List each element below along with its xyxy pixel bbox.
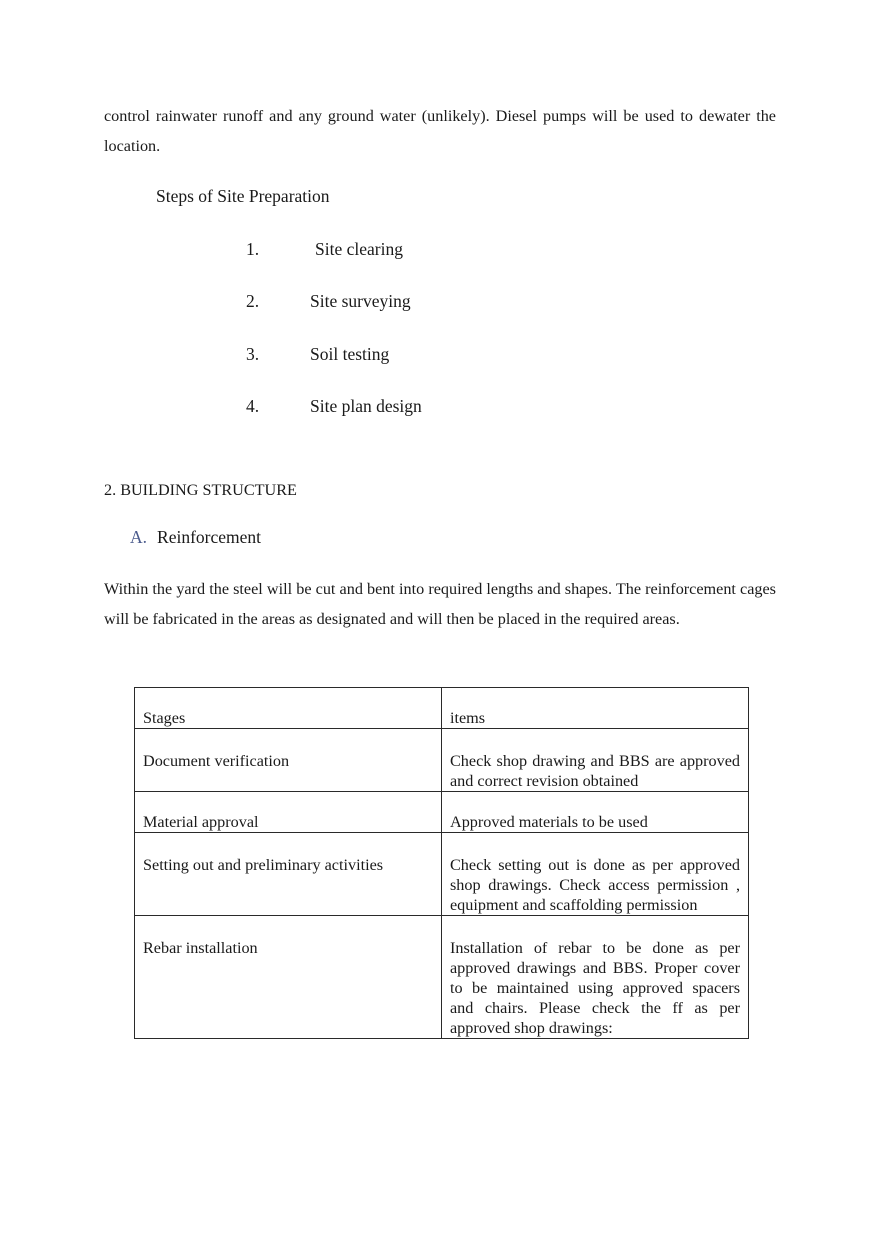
table-row [135, 916, 749, 1039]
reinforcement-paragraph: Within the yard the steel will be cut and bent into required lengths and shapes. The reinforcement cages will be fabricated in the areas as designated and will then be placed in the required areas. [104, 580, 776, 628]
step-item [246, 236, 403, 262]
stage-cell: Rebar installation [135, 916, 442, 1039]
items-cell: Installation of rebar to be done as per approved drawings and BBS. Proper cover to be maintained using approved spacers and chairs. Please check the ff as per approved shop drawings: [442, 916, 749, 1039]
subsection-letter: A. [130, 527, 148, 547]
stage-cell: Setting out and preliminary activities [135, 833, 442, 916]
items-cell: Check setting out is done as per approved shop drawings. Check access permission , equipment and scaffolding permission [442, 833, 749, 916]
step-item [246, 341, 389, 367]
table-header-cell: Stages [135, 688, 442, 729]
subsection-title: Reinforcement [157, 527, 261, 547]
table-header-row [135, 688, 749, 729]
step-item [246, 393, 422, 419]
items-cell: Check shop drawing and BBS are approved and correct revision obtained [442, 729, 749, 792]
table-row [135, 792, 749, 833]
section-heading: 2. BUILDING STRUCTURE [104, 481, 297, 499]
items-cell: Approved materials to be used [442, 792, 749, 833]
intro-paragraph: control rainwater runoff and any ground water (unlikely). Diesel pumps will be used to dewater the location. [104, 107, 776, 155]
step-text: Soil testing [310, 344, 390, 364]
step-number: 1. [246, 239, 260, 259]
step-number: 3. [246, 344, 260, 364]
steps-heading: Steps of Site Preparation [156, 186, 330, 206]
table-header-cell: items [442, 688, 749, 729]
table-row [135, 833, 749, 916]
step-text: Site plan design [310, 396, 422, 416]
table-row [135, 729, 749, 792]
step-text: Site surveying [310, 291, 411, 311]
step-number: 4. [246, 396, 260, 416]
stages-table [134, 687, 749, 1039]
stage-cell: Document verification [135, 729, 442, 792]
step-number: 2. [246, 291, 260, 311]
stage-cell: Material approval [135, 792, 442, 833]
subsection-heading [130, 524, 261, 550]
step-item [246, 288, 411, 314]
step-text: Site clearing [315, 239, 403, 259]
